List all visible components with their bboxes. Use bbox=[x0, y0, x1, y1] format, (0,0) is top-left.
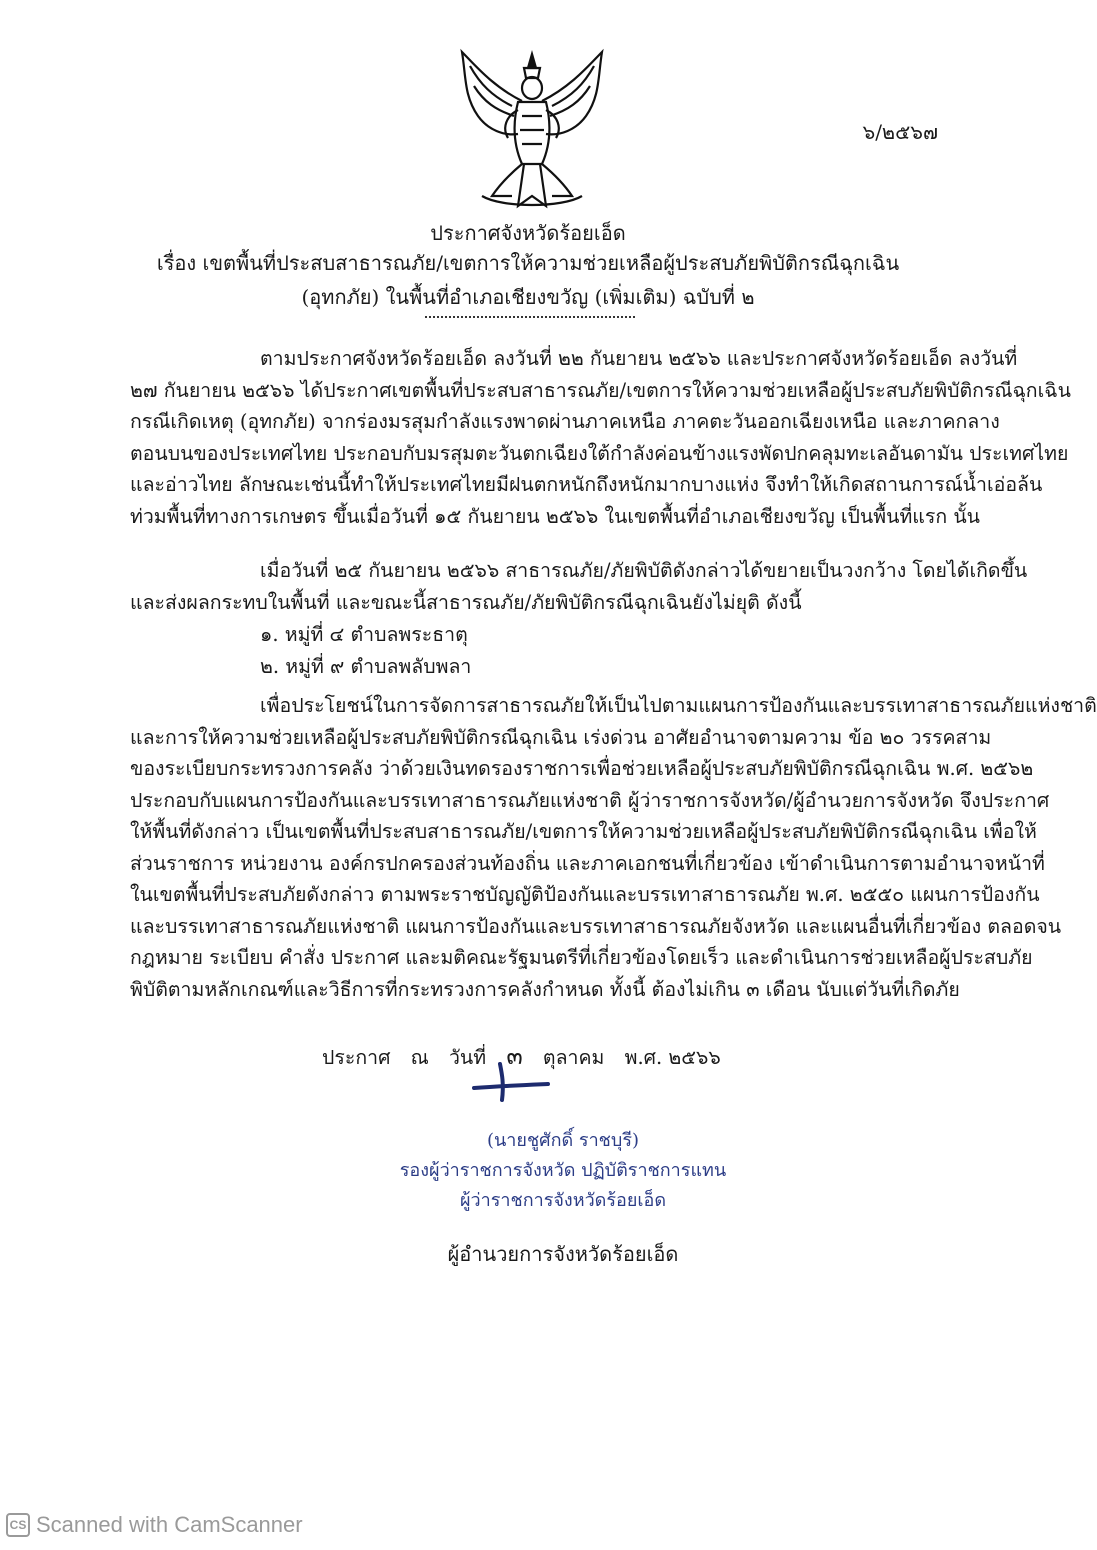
paragraph-line: กรณีเกิดเหตุ (อุทกภัย) จากร่องมรสุมกำลังแรงพาดผ่านภาคเหนือ ภาคตะวันออกเฉียงเหนือ และภาคกลาง bbox=[130, 410, 1000, 433]
paragraph-line: และการให้ความช่วยเหลือผู้ประสบภัยพิบัติกรณีฉุกเฉิน เร่งด่วน อาศัยอำนาจตามความ ข้อ ๒๐ วรรคสาม bbox=[130, 725, 992, 749]
paragraph-line: ท่วมพื้นที่ทางการเกษตร ขึ้นเมื่อวันที่ ๑๕ กันยายน ๒๕๖๖ ในเขตพื้นที่อำเภอเชียงขวัญ เป็นพื้นที่แรก นั้น bbox=[130, 504, 981, 528]
signature-mark bbox=[430, 1050, 550, 1110]
date-label: ประกาศ bbox=[322, 1046, 391, 1069]
paragraph-line: ส่วนราชการ หน่วยงาน องค์กรปกครองส่วนท้องถิ่น และภาคเอกชนที่เกี่ยวข้อง เข้าดำเนินการตามอำนาจหน้าที่ bbox=[130, 851, 1045, 875]
separator-dots bbox=[425, 316, 635, 318]
paragraph-line: และบรรเทาสาธารณภัยแห่งชาติ แผนการป้องกันและบรรเทาสาธารณภัยจังหวัด และแผนอื่นที่เกี่ยวข้อง ตลอดจน bbox=[130, 914, 1062, 938]
paragraph-background bbox=[130, 343, 1071, 532]
affected-area-item: ๑. หมู่ที่ ๔ ตำบลพระธาตุ bbox=[260, 623, 468, 646]
signer-name: (นายชูศักดิ์ ราชบุรี) bbox=[486, 1130, 640, 1151]
date-day-label: วันที่ bbox=[448, 1046, 487, 1069]
paragraph-line: พิบัติตามหลักเกณฑ์และวิธีการที่กระทรวงการคลังกำหนด ทั้งนี้ ต้องไม่เกิน ๓ เดือน นับแต่วันที่เกิดภัย bbox=[130, 977, 960, 1001]
date-day: ๓ bbox=[506, 1042, 523, 1070]
garuda-emblem bbox=[452, 46, 612, 214]
paragraph-line: ในเขตพื้นที่ประสบภัยดังกล่าว ตามพระราชบัญญัติป้องกันและบรรเทาสาธารณภัย พ.ศ. ๒๕๕๐ แผนการป้องกัน bbox=[130, 883, 1040, 906]
paragraph-line: ตามประกาศจังหวัดร้อยเอ็ด ลงวันที่ ๒๒ กันยายน ๒๕๖๖ และประกาศจังหวัดร้อยเอ็ด ลงวันที่ bbox=[260, 347, 1018, 370]
affected-area-item: ๒. หมู่ที่ ๙ ตำบลพลับพลา bbox=[260, 655, 472, 678]
paragraph-line: และอ่าวไทย ลักษณะเช่นนี้ทำให้ประเทศไทยมีฝนตกหนักถึงหนักมากบางแห่ง จึงทำให้เกิดสถานการณ์น้ำเอ่อล้น bbox=[130, 473, 1043, 496]
camscanner-logo-icon: CS bbox=[6, 1513, 30, 1537]
date-month: ตุลาคม bbox=[542, 1046, 605, 1069]
signer-position-2: ผู้ว่าราชการจังหวัดร้อยเอ็ด bbox=[459, 1190, 667, 1211]
paragraph-line: เมื่อวันที่ ๒๕ กันยายน ๒๕๖๖ สาธารณภัย/ภัยพิบัติดังกล่าวได้ขยายเป็นวงกว้าง โดยได้เกิดขึ้น bbox=[260, 559, 1028, 582]
announcement-heading: ประกาศจังหวัดร้อยเอ็ด bbox=[430, 221, 626, 245]
paragraph-line: ๒๗ กันยายน ๒๕๖๖ ได้ประกาศเขตพื้นที่ประสบสาธารณภัย/เขตการให้ความช่วยเหลือผู้ประสบภัยพิบัติกรณีฉุกเฉิน bbox=[130, 378, 1071, 402]
date-year: พ.ศ. ๒๕๖๖ bbox=[624, 1046, 721, 1069]
camscanner-watermark bbox=[6, 1512, 303, 1538]
camscanner-text: Scanned with CamScanner bbox=[36, 1512, 303, 1537]
paragraph-line: ตอนบนของประเทศไทย ประกอบกับมรสุมตะวันตกเฉียงใต้กำลังค่อนข้างแรงพัดปกคลุมทะเลอันดามัน ประเทศไทย bbox=[130, 441, 1069, 465]
paragraph-line: ประกอบกับแผนการป้องกันและบรรเทาสาธารณภัยแห่งชาติ ผู้ว่าราชการจังหวัด/ผู้อำนวยการจังหวัด จึงประกาศ bbox=[130, 788, 1050, 812]
subject-line-2: (อุทกภัย) ในพื้นที่อำเภอเชียงขวัญ (เพิ่มเติม) ฉบับที่ ๒ bbox=[301, 285, 755, 309]
paragraph-line: และส่งผลกระทบในพื้นที่ และขณะนี้สาธารณภัย/ภัยพิบัติกรณีฉุกเฉินยังไม่ยุติ ดังนี้ bbox=[130, 590, 802, 614]
paragraph-line: กฎหมาย ระเบียบ คำสั่ง ประกาศ และมติคณะรัฐมนตรีที่เกี่ยวข้องโดยเร็ว และดำเนินการช่วยเหลือผู้ประสบภัย bbox=[130, 946, 1033, 969]
paragraph-declaration bbox=[130, 690, 1097, 1005]
document-number: ๖/๒๕๖๗ bbox=[862, 120, 938, 144]
paragraph-escalation bbox=[130, 555, 1028, 618]
paragraph-line: เพื่อประโยชน์ในการจัดการสาธารณภัยให้เป็นไปตามแผนการป้องกันและบรรเทาสาธารณภัยแห่งชาติ bbox=[260, 694, 1097, 717]
paragraph-line: ของระเบียบกระทรวงการคลัง ว่าด้วยเงินทดรองราชการเพื่อช่วยเหลือผู้ประสบภัยพิบัติกรณีฉุกเฉิน พ.ศ. ๒๕๖๒ bbox=[130, 757, 1034, 780]
subject-line-1: เรื่อง เขตพื้นที่ประสบสาธารณภัย/เขตการให้ความช่วยเหลือผู้ประสบภัยพิบัติกรณีฉุกเฉิน bbox=[156, 251, 900, 275]
paragraph-line: ให้พื้นที่ดังกล่าว เป็นเขตพื้นที่ประสบสาธารณภัย/เขตการให้ความช่วยเหลือผู้ประสบภัยพิบัติกรณีฉุกเฉิน เพื่อให้ bbox=[130, 820, 1037, 843]
signer-position-1: รองผู้ว่าราชการจังหวัด ปฏิบัติราชการแทน bbox=[399, 1160, 727, 1181]
director-title: ผู้อำนวยการจังหวัดร้อยเอ็ด bbox=[447, 1242, 679, 1266]
date-at: ณ bbox=[410, 1046, 429, 1069]
